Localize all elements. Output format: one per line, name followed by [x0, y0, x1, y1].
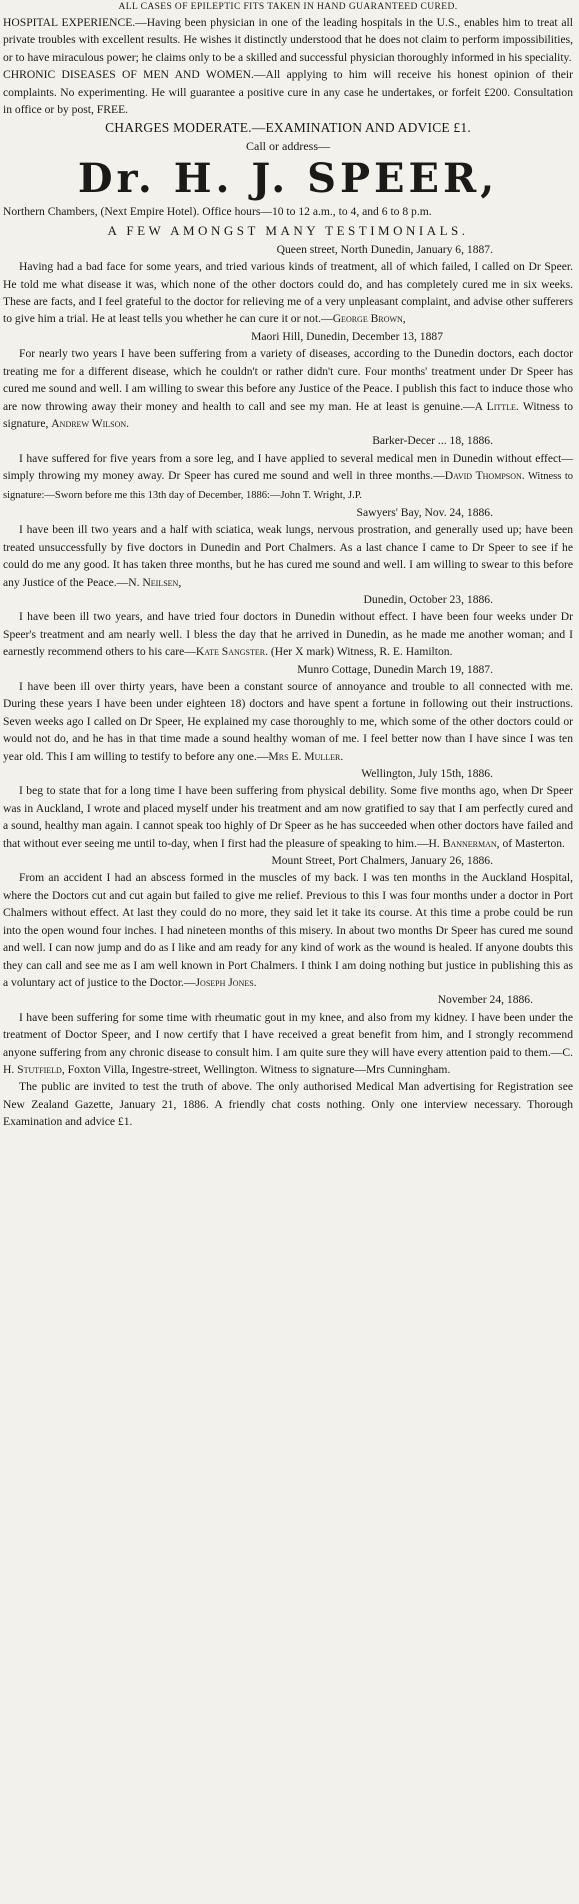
testimonial-body — [3, 450, 573, 504]
testimonial-tail: Witness to signature:—Sworn before me this 13th day of December, 1886:—John T. Wright, J.P. — [3, 471, 573, 501]
charges-heading: CHARGES MODERATE.—EXAMINATION AND ADVICE £1. — [105, 120, 471, 136]
testimonial-place: Munro Cottage, Dunedin March 19, 1887. — [297, 662, 493, 676]
testimonial-place: Wellington, July 15th, 1886. — [361, 767, 493, 781]
testimonial-text: I beg to state that for a long time I have been suffering from physical debility. Some five months ago, when Dr Speer was in Auckland, I wrote and placed myself under his treatment and am now gratified to say that I am perfectly cured and a sound, healthy man again. I cannot speak too highly of Dr Speer as he has succeeded when other doctors have failed and that without ever seeing me until to-day, when I first had the pleasure of speaking to him.— — [3, 784, 573, 850]
testimonial-place: Sawyers' Bay, Nov. 24, 1886. — [356, 505, 493, 519]
testimonial-signature: H. Bannerman, — [428, 836, 500, 850]
testimonial-text: I have been ill two years, and have tried four doctors in Dunedin without effect. I have been four weeks under Dr Speer's treatment and am nearly well. I bless the day that he arrived in Dunedin, as he made me another woman; and I earnestly recommend others to his care— — [3, 610, 573, 659]
testimonial-body — [3, 608, 573, 660]
testimonial-text: I have been ill over thirty years, have been a constant source of annoyance and trouble to all connected with me. During these years I have been under eighteen 18) doctors and have spent a fortune in following out their instructions. Seven weeks ago I called on Dr Speer, He explained my case thoroughly to me, which some of the other doctors could or would not do, and he has in that time made a sound healthy woman of me. I feel better now than I have since I was ten year old. This I am willing to testify to before any one.— — [3, 680, 573, 763]
testimonial-body — [3, 782, 573, 852]
testimonial-signature: Kate Sangster. — [195, 645, 269, 659]
testimonial-signature: David Thompson. — [444, 469, 525, 483]
testimonial-tail: Witness to signature, — [3, 399, 574, 430]
testimonial-signature: Mrs E. Muller. — [268, 749, 344, 763]
testimonial-body — [3, 869, 573, 991]
testimonial-body — [3, 521, 573, 591]
footer-paragraph: The public are invited to test the truth of above. The only authorised Medical Man advertising for Registration see New Zealand Gazette, January 21, 1886. A friendly chat costs nothing. Only one interview necessary. Thorough Examination and advice £1. — [3, 1080, 573, 1129]
testimonial-place: Mount Street, Port Chalmers, January 26, 1886. — [271, 854, 493, 868]
hospital-experience-paragraph: HOSPITAL EXPERIENCE.—Having been physician in one of the leading hospitals in the U.S., enables him to treat all private troubles with excellent results. He wishes it distinctly understood that he does not claim to perform impossibilities, or to have miraculous power; he claims only to be a skilled and successful physician thoroughly informed in his speciality. — [3, 16, 573, 64]
testimonial-place: Queen street, North Dunedin, January 6, 1887. — [276, 242, 493, 256]
testimonial-signature: George Brown, — [332, 312, 406, 326]
testimonial-text: From an accident I had an abscess formed in the muscles of my back. I was ten months in the Auckland Hospital, where the Doctors cut and cut again but failed to give me relief. Previous to this I was four months under a doctor in Port Chalmers without effect. At last they could do no more, they said let it take its course. At this time a probe could be run into the open wound four inches. I had nineteen months of this misery. In about two months Dr Speer has cured me sound and well. I can now jump and do as I like and am ready for any kind of work as the wound is healed. If anyone doubts this they can call and see me as I am well known in Port Chalmers. I think I am doing nothing but justice in publishing this as a voluntary act of justice to the Doctor.— — [3, 871, 573, 989]
doctor-name-heading: Dr. H. J. SPEER, — [77, 155, 499, 203]
testimonial-body — [3, 678, 573, 765]
testimonials-heading: A FEW AMONGST MANY TESTIMONIALS. — [107, 222, 469, 238]
testimonial-tail: (Her X mark) Witness, R. E. Hamilton. — [268, 645, 453, 659]
address-paragraph: Northern Chambers, (Next Empire Hotel). Office hours—10 to 12 a.m., to 4, and 6 to 8 p.m. — [3, 205, 432, 219]
testimonial-place: Maori Hill, Dunedin, December 13, 1887 — [251, 329, 443, 343]
testimonial-place: Barker-Decer ... 18, 1886. — [372, 434, 493, 448]
testimonial-text: I have suffered for five years from a sore leg, and I have applied to several medical men in Dunedin without effect—simply throwing my money away. Dr Speer has cured me sound and well in three months.— — [3, 451, 573, 483]
testimonial-signature: C. H. Stutfield, — [3, 1045, 573, 1076]
testimonial-signature: Joseph Jones. — [195, 975, 257, 989]
testimonial-tail: of Masterton. — [499, 836, 565, 850]
testimonial-body — [3, 345, 573, 432]
testimonial-body — [3, 1009, 573, 1079]
testimonial-witness: Andrew Wilson. — [51, 416, 130, 430]
testimonial-place: Dunedin, October 23, 1886. — [363, 592, 493, 606]
testimonial-text: I have been ill two years and a half with sciatica, weak lungs, nervous prostration, and generally used up; have been treated unsuccessfully by five doctors in Dunedin and Port Chalmers. As a last chance I came to Dr Speer to see if he could do me any good. It has taken three months, but he has cured me sound and well. I am willing to swear to this before any Justice of the Peace.— — [3, 523, 573, 589]
epileptic-header: ALL CASES OF EPILEPTIC FITS TAKEN IN HAND GUARANTEED CURED. — [118, 2, 458, 12]
testimonial-tail: Foxton Villa, Ingestre-street, Wellington. Witness to signature—Mrs Cunningham. — [64, 1062, 451, 1076]
testimonial-signature: A Little. — [474, 399, 519, 413]
chronic-diseases-paragraph: CHRONIC DISEASES OF MEN AND WOMEN.—All applying to him will receive his honest opinion of their complaints. No experimenting. He will guarantee a positive cure in any case he undertakes, or forfeit £200. Consultation in office or by post, FREE. — [3, 68, 573, 117]
testimonial-text: Having had a bad face for some years, and tried various kinds of treatment, all of which failed, I called on Dr Speer. He told me what disease it was, which none of the other doctors could do, and has completely cured me in six weeks. These are facts, and I feel grateful to the doctor for relieving me of a very unpleasant complaint, and advise other sufferers to give him a trial. He at least tells you whether he can cure it or not.— — [3, 260, 573, 326]
testimonial-place: November 24, 1886. — [437, 993, 533, 1007]
testimonial-text: I have been suffering for some time with rheumatic gout in my knee, and also from my kidney. I have been under the treatment of Doctor Speer, and I now certify that I have received a great benefit from him, and I strongly recommend anyone suffering from any chronic disease to consult him. I am quite sure they will have every attention paid to them.— — [3, 1010, 573, 1059]
call-or-address: Call or address— — [246, 139, 330, 154]
testimonial-text: For nearly two years I have been suffering from a variety of diseases, according to the Dunedin doctors, each doctor treating me for a different disease, which he couldn't or rather didn't cure. Four months' treatment under Dr Speer has cured me sound and well. I am willing to swear this before any Justice of the Peace. I publish this fact to induce those who are now throwing away their money and health to call and see my man. He at least is genuine.— — [3, 347, 573, 413]
testimonial-body — [3, 258, 573, 328]
testimonial-signature: N. Neilsen, — [128, 575, 182, 589]
